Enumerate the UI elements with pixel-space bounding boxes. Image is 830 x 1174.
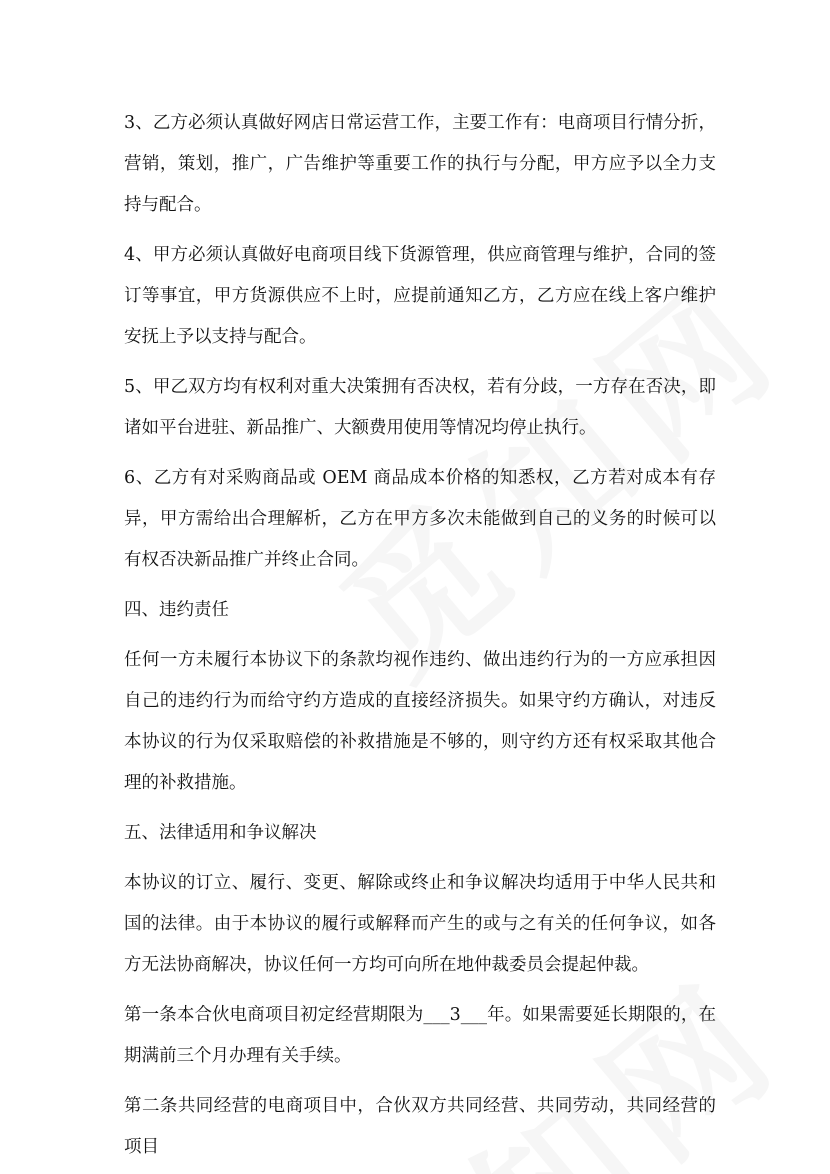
clause-6: 6、乙方有对采购商品或 OEM 商品成本价格的知悉权，乙方若对成本有存异，甲方需给出合理解析，乙方在甲方多次未能做到自己的义务的时候可以有权否决新品推广并终止合同。 xyxy=(124,468,716,570)
clause-5: 5、甲乙双方均有权利对重大决策拥有否决权，若有分歧，一方存在否决，即诸如平台进驻、新品推广、大额费用使用等情况均停止执行。 xyxy=(124,377,716,438)
section-heading-breach: 四、违约责任 xyxy=(124,600,229,620)
section-heading-law: 五、法律适用和争议解决 xyxy=(124,823,317,843)
clause-3: 3、乙方必须认真做好网店日常运营工作，主要工作有：电商项目行情分折，营销，策划，推广，广告维护等重要工作的执行与分配，甲方应予以全力支持与配合。 xyxy=(124,113,716,215)
clause-4: 4、甲方必须认真做好电商项目线下货源管理，供应商管理与维护，合同的签订等事宜，甲方货源供应不上时，应提前通知乙方，乙方应在线上客户维护安抚上予以支持与配合。 xyxy=(124,245,716,347)
breach-paragraph: 任何一方未履行本协议下的条款均视作违约、做出违约行为的一方应承担因自己的违约行为而给守约方造成的直接经济损失。如果守约方确认，对违反本协议的行为仅采取赔偿的补救措施是不够的，则守约方还有权采取其他合理的补救措施。 xyxy=(124,650,716,793)
article-2: 第二条共同经营的电商项目中，合伙双方共同经营、共同劳动，共同经营的项目 xyxy=(124,1096,716,1157)
article-1: 第一条本合伙电商项目初定经营期限为___3___年。如果需要延长期限的，在期满前三个月办理有关手续。 xyxy=(124,1005,716,1066)
law-paragraph: 本协议的订立、履行、变更、解除或终止和争议解决均适用于中华人民共和国的法律。由于本协议的履行或解释而产生的或与之有关的任何争议，如各方无法协商解决，协议任何一方均可向所在地仲裁委员会提起仲裁。 xyxy=(124,873,716,975)
document-body xyxy=(124,103,716,1174)
